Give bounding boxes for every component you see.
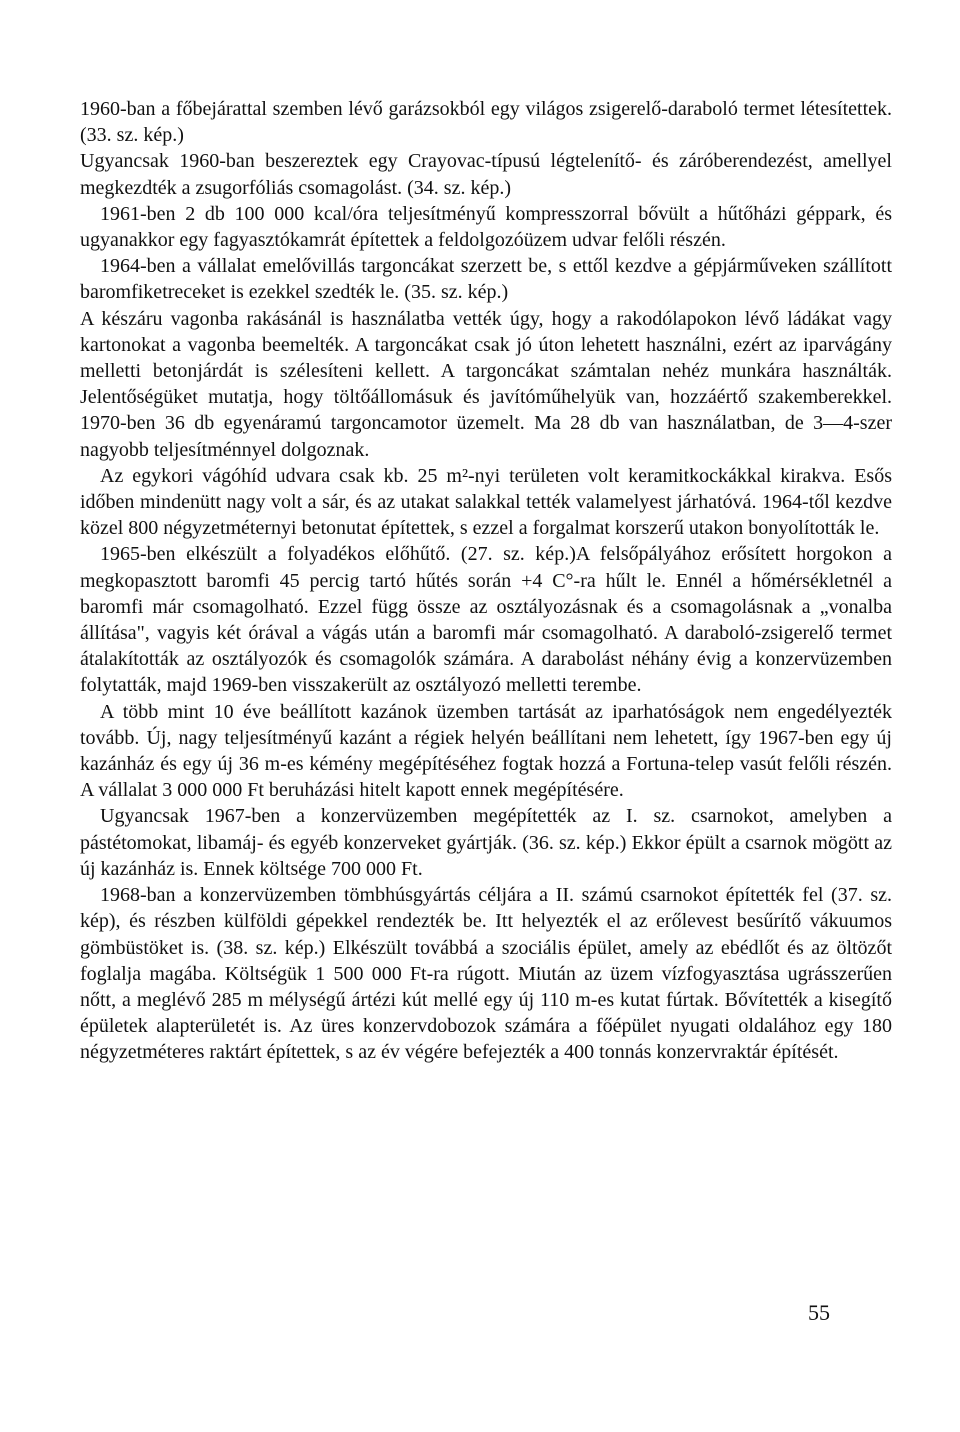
paragraph-2: Ugyancsak 1960-ban beszereztek egy Crayovac-típusú légtelenítő- és záróberendezést, amellyel megkezdték a zsugorfóliás csomagolást. (34. sz. kép.) bbox=[80, 150, 892, 199]
paragraph-4: 1964-ben a vállalat emelővillás targoncákat szerzett be, s ettől kezdve a gépjárműveken szállított baromfiketreceket is ezekkel szedték le. (35. sz. kép.) bbox=[80, 255, 892, 304]
paragraph-7: 1965-ben elkészült a folyadékos előhűtő. (27. sz. kép.)A felsőpályához erősített horgokon a megkopasztott baromfi 45 percig tartó hűtés során +4 C°-ra hűlt le. Ennél a hőmérsékletnél a baromfi már csomagolható. Ezzel függ össze az osztályozásnak és a csomagolásnak a „vonalba állítása", vagyis két órával a vágás után a baromfi már csomagolható. A daraboló-zsigerelő termet átalakították az osztályozók és csomagolók számára. A darabolást néhány évig a konzervüzemben folytatták, majd 1969-ben visszakerült az osztályozó melletti terembe. bbox=[80, 543, 892, 697]
paragraph-3: 1961-ben 2 db 100 000 kcal/óra teljesítményű kompresszorral bővült a hűtőházi géppark, és ugyanakkor egy fagyasztókamrát építettek a feldolgozóüzem udvar felőli részén. bbox=[80, 202, 892, 252]
body-text bbox=[80, 96, 892, 1066]
paragraph-1: 1960-ban a főbejárattal szemben lévő garázsokból egy világos zsigerelő-daraboló termet létesítettek. (33. sz. kép.) bbox=[80, 98, 892, 147]
page-number: 55 bbox=[808, 1300, 830, 1325]
paragraph-5: A készáru vagonba rakásánál is használatba vették úgy, hogy a rakodólapokon lévő ládákat vagy kartonokat a vagonba beemelték. A targoncákat csak jó úton lehetett használni, ezért az iparvágány melletti betonjárdát is szélesíteni kellett. A targoncákat számtalan nehéz munkára használták. Jelentőségüket mutatja, hogy töltőállomásuk és javítóműhelyük van, hozzáértő szakemberekkel. 1970-ben 36 db egyenáramú targoncamotor üzemelt. Ma 28 db van használatban, de 3—4-szer nagyobb teljesítménnyel dolgoznak. bbox=[80, 307, 892, 461]
paragraph-10: 1968-ban a konzervüzemben tömbhúsgyártás céljára a II. számú csarnokot építették fel (37. sz. kép), és részben külföldi gépekkel rendezték be. Itt helyezték el az erőlevest besűrítő vákuumos gömbüstöket is. (38. sz. kép.) Elkészült továbbá a szociális épület, amely az ebédlőt és az öltözőt foglalja magába. Költségük 1 500 000 Ft-ra rúgott. Miután az üzem vízfogyasztása ugrásszerűen nőtt, a meglévő 285 m mélységű ártézi kút mellé egy új 110 m-es kutat fúrtak. Bővítették a kisegítő épületek alapterületét is. Az üres konzervdobozok számára a főépület nyugati oldalához egy 180 négyzetméteres raktárt építettek, s az év végére befejezték a 400 tonnás konzervraktár építését. bbox=[80, 884, 892, 1064]
paragraph-6: Az egykori vágóhíd udvara csak kb. 25 m²-nyi területen volt keramitkockákkal kirakva. Esős időben mindenütt nagy volt a sár, és az utakat salakkal tették valamelyest járhatóvá. 1964-től kezdve közel 800 négyzetméternyi betonutat építettek, s ezzel a forgalmat korszerű utakon bonyolították le. bbox=[80, 464, 892, 540]
paragraph-9: Ugyancsak 1967-ben a konzervüzemben megépítették az I. sz. csarnokot, amelyben a pástétomokat, libamáj- és egyéb konzerveket gyártják. (36. sz. kép.) Ekkor épült a csarnok mögött az új kazánház is. Ennek költsége 700 000 Ft. bbox=[80, 805, 892, 880]
paragraph-8: A több mint 10 éve beállított kazánok üzemben tartását az iparhatóságok nem engedélyezték tovább. Új, nagy teljesítményű kazánt a régiek helyén beállítani nem lehetett, így 1967-ben egy új kazánház és egy új 36 m-es kémény megépítéséhez fogtak hozzá a Fortuna-telep vasút felőli részén. A vállalat 3 000 000 Ft beruházási hitelt kapott ennek megépítésére. bbox=[80, 700, 892, 802]
